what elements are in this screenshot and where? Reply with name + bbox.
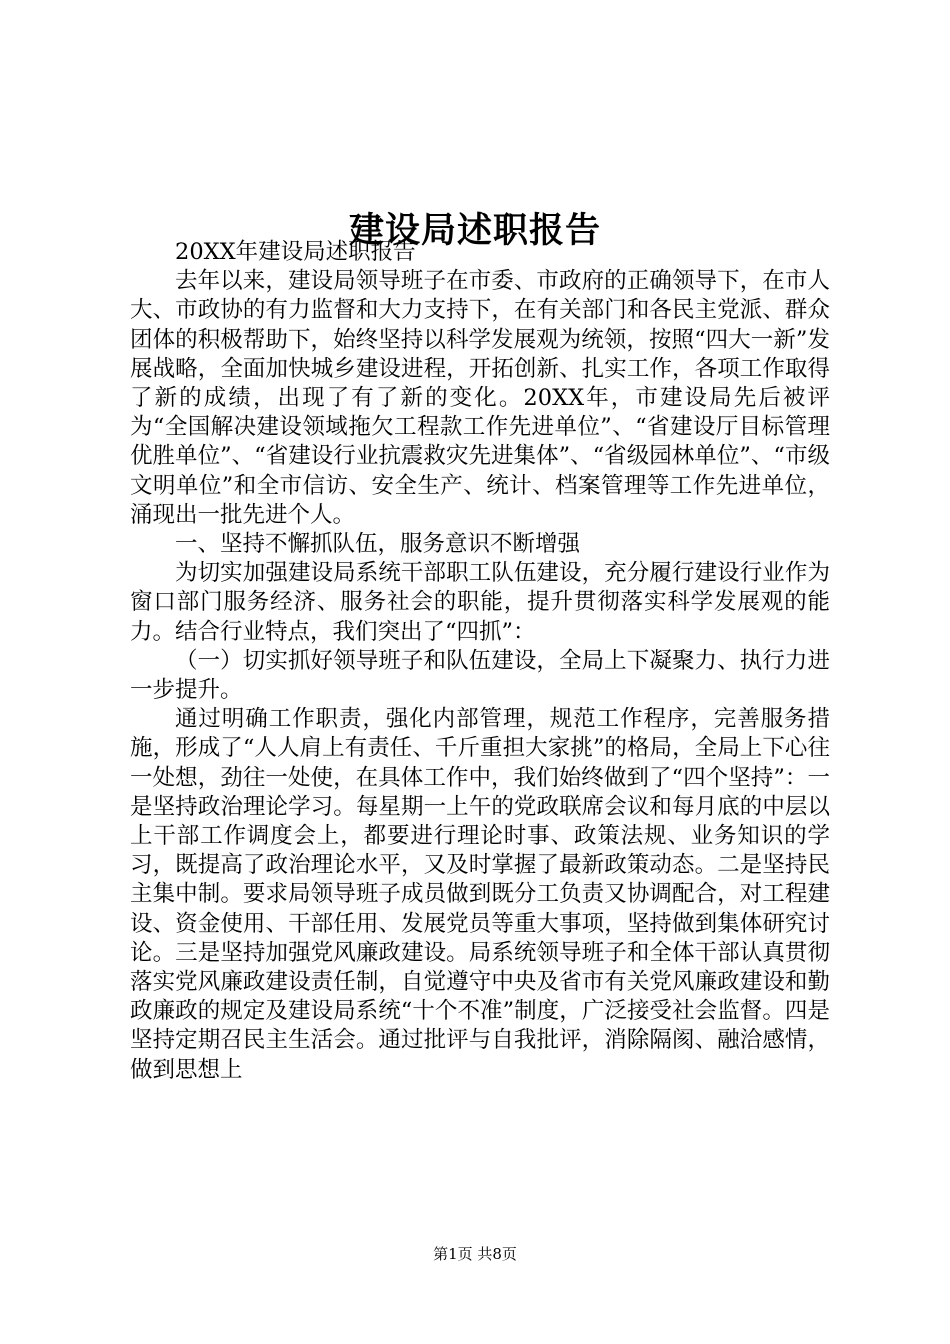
subsection-one-paragraph: 通过明确工作职责，强化内部管理，规范工作程序，完善服务措施，形成了“人人肩上有责任、千斤重担大家挑”的格局，全局上下心往一处想，劲往一处使，在具体工作中，我们始终做到了“四个坚持”：一是坚持政治理论学习。每星期一上午的党政联席会议和每月底的中层以上干部工作调度会上，都要进行理论时事、政策法规、业务知识的学习，既提高了政治理论水平，又及时掌握了最新政策动态。二是坚持民主集中制。要求局领导班子成员做到既分工负责又协调配合，对工程建设、资金使用、干部任用、发展党员等重大事项，坚持做到集体研究讨论。三是坚持加强党风廉政建设。局系统领导班子和全体干部认真贯彻落实党风廉政建设责任制，自觉遵守中央及省市有关党风廉政建设和勤政廉政的规定及建设局系统“十个不准”制度，广泛接受社会监督。四是坚持定期召民主生活会。通过批评与自我批评，消除隔阂、融洽感情，做到思想上 <box>130 706 830 1083</box>
section-one-heading: 一、坚持不懈抓队伍，服务意识不断增强 <box>175 531 581 558</box>
page-number-footer: 第1页 共8页 <box>433 1245 517 1263</box>
document-title: 建设局述职报告 <box>348 210 601 252</box>
document-body <box>130 238 830 1085</box>
report-subtitle-paragraph: 20XX年建设局述职报告 <box>175 239 416 265</box>
intro-paragraph: 去年以来，建设局领导班子在市委、市政府的正确领导下，在市人大、市政协的有力监督和大力支持下，在有关部门和各民主党派、群众团体的积极帮助下，始终坚持以科学发展观为统领，按照“四大一新”发展战略，全面加快城乡建设进程，开拓创新、扎实工作，各项工作取得了新的成绩，出现了有了新的变化。20XX年，市建设局先后被评为“全国解决建设领域拖欠工程款工作先进单位”、“省建设厅目标管理优胜单位”、“省建设行业抗震救灾先进集体”、“省级园林单位”、“市级文明单位”和全市信访、安全生产、统计、档案管理等工作先进单位，涌现出一批先进个人。 <box>130 268 830 528</box>
section-one-paragraph: 为切实加强建设局系统干部职工队伍建设，充分履行建设行业作为窗口部门服务经济、服务社会的职能，提升贯彻落实科学发展观的能力。结合行业特点，我们突出了“四抓”： <box>130 560 830 645</box>
subsection-one-heading: （一）切实抓好领导班子和队伍建设，全局上下凝聚力、执行力进一步提升。 <box>130 647 830 704</box>
